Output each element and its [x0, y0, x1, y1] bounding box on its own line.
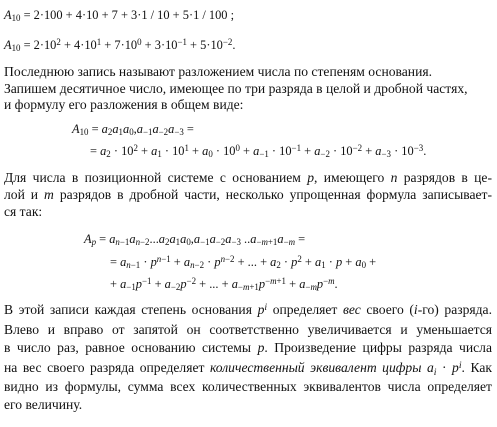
paragraph-positional-2: лой и m разрядов в дробной части, несколько упрощенная формула записывает- [4, 187, 492, 202]
paragraph-expansion-name: Последнюю запись называют разложением числа по степеням основания. [4, 64, 432, 79]
paragraph-positional-3: ся так: [4, 204, 43, 219]
paragraph-weight-5: видно из формулы, сумма всех количественных эквивалентов числа определяет [4, 379, 492, 394]
formula-general-decimal-2: = $a_2 \cdot 10^2 + a_1 \cdot 10^1 + a_0 \cdot 10^0 + a_{-1} \cdot 10^{-1} + a_{-2} \cdot 10^{-2} + a_{-3} \cdot 10^{-3}$. [90, 142, 427, 160]
paragraph-weight-1: В этой записи каждая степень основания $p^i$ определяет вес своего (i-го) разряда. [4, 301, 492, 317]
paragraph-decimal-intro-1: Запишем десятичное число, имеющее по три разряда в целой и дробной частях, [4, 81, 468, 96]
formula-base-p-3: + $a_{-1}p^{-1} + a_{-2}p^{-2}$ + ... + $a_{-m+1}p^{-m+1} + a_{-m}p^{-m}$. [110, 275, 338, 293]
paragraph-weight-3: в число раз, равное основанию системы p. Произведение цифры разряда числа [4, 340, 492, 355]
paragraph-decimal-intro-2: и формулу его разложения в общем виде: [4, 97, 244, 112]
formula-a10-powers: $A_{10} = 2\cdot 10^2 + 4\cdot 10^1 + 7\cdot 10^0 + 3\cdot 10^{-1} + 5\cdot 10^{-2}$. [4, 36, 236, 54]
formula-base-p-2: = $a_{n-1} \cdot p^{n-1} + a_{n-2} \cdot p^{n-2}$ + ... + $a_2 \cdot p^2 + a_1 \cdot p + a_0$ + [110, 253, 377, 271]
paragraph-weight-2: Влево и вправо от запятой он соответственно увеличивается и уменьшается [4, 322, 492, 337]
paragraph-weight-4: на вес своего разряда определяет количественный эквивалент цифры $a_i \cdot p^i$. Как [4, 359, 492, 378]
formula-base-p-1: $A_p = a_{n-1}a_{n-2}...a_2a_1a_0,a_{-1}a_{-2}a_{-3}$ $..a_{-m+1}a_{-m}$ = [84, 232, 306, 248]
formula-general-decimal-1: $A_{10} = a_2a_1a_0,a_{-1}a_{-2}a_{-3}$ = [72, 122, 194, 138]
paragraph-positional-1: Для числа в позиционной системе с основанием p, имеющего n разрядов в це- [4, 170, 492, 185]
formula-a10-fractions: $A_{10} = 2\cdot 100 + 4\cdot 10 + 7 + 3\cdot 1 / 10 + 5\cdot 1 / 100$ ; [4, 8, 235, 24]
paragraph-weight-6: его величину. [4, 397, 83, 412]
